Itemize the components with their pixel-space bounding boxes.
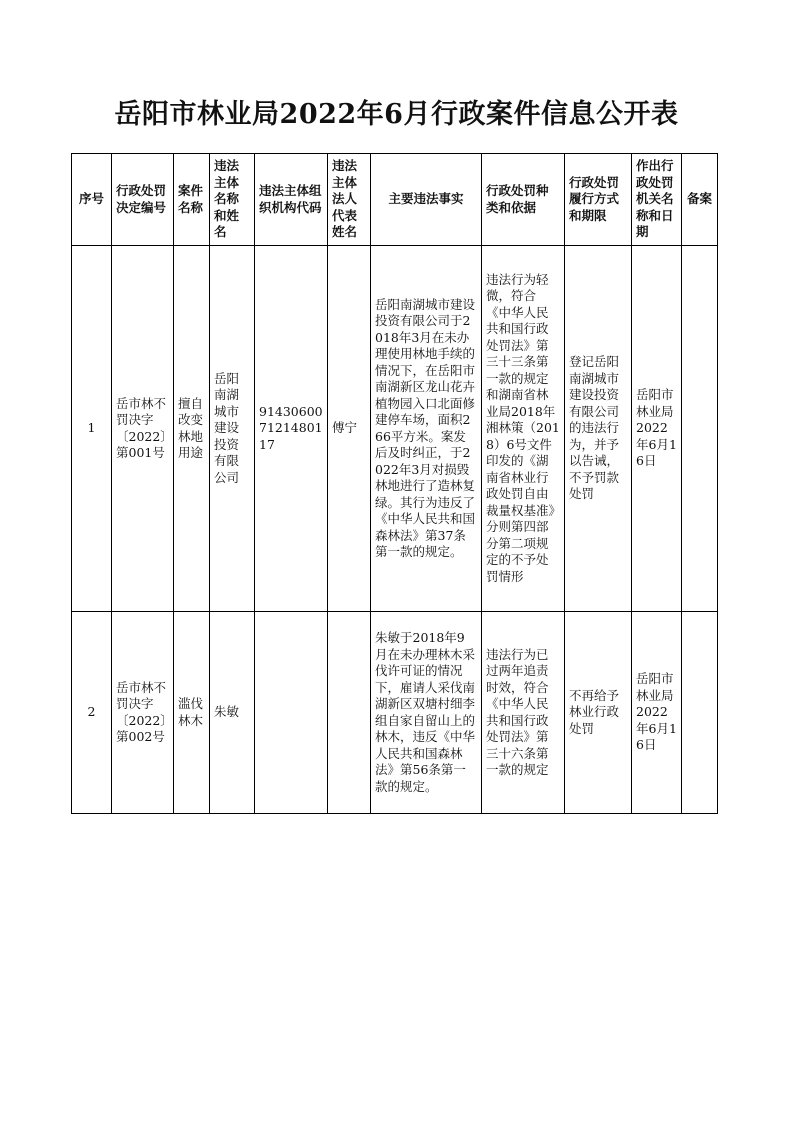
header-subject-name: 违法主体名称和姓名 xyxy=(210,154,255,246)
case-info-table xyxy=(71,153,718,814)
cell-facts: 朱敏于2018年9月在未办理林木采伐许可证的情况下，雇请人采伐南湖新区双塘村细李组自家自留山上的林木，违反《中华人民共和国森林法》第56条第一款的规定。 xyxy=(371,612,482,814)
header-execution: 行政处罚履行方式和期限 xyxy=(565,154,632,246)
cell-remark xyxy=(682,246,718,612)
cell-decision-no: 岳市林不罚决字〔2022〕第001号 xyxy=(112,246,174,612)
cell-decision-no: 岳市林不罚决字〔2022〕第002号 xyxy=(112,612,174,814)
cell-subject-name: 朱敏 xyxy=(210,612,255,814)
cell-legal-rep: 傅宁 xyxy=(328,246,371,612)
header-legal-rep: 违法主体法人代表姓名 xyxy=(328,154,371,246)
table-row xyxy=(72,246,718,612)
cell-authority-date: 岳阳市林业局2022年6月16日 xyxy=(632,612,682,814)
cell-execution: 不再给予林业行政处罚 xyxy=(565,612,632,814)
cell-penalty-basis: 违法行为已过两年追责时效，符合《中华人民共和国行政处罚法》第三十六条第一款的规定 xyxy=(482,612,565,814)
cell-penalty-basis: 违法行为轻微，符合《中华人民共和国行政处罚法》第三十三条第一款的规定和湖南省林业局2018年湘林策（2018）6号文件印发的《湖南省林业行政处罚自由裁量权基准》分则第四部分第二项规定的不予处罚情形 xyxy=(482,246,565,612)
cell-legal-rep xyxy=(328,612,371,814)
cell-facts: 岳阳南湖城市建设投资有限公司于2018年3月在未办理使用林地手续的情况下，在岳阳市南湖新区龙山花卉植物园入口北面修建停车场，面积266平方米。案发后及时纠正，于2022年3月对损毁林地进行了造林复绿。其行为违反了《中华人民共和国森林法》第37条第一款的规定。 xyxy=(371,246,482,612)
cell-case-name: 滥伐林木 xyxy=(174,612,210,814)
header-remark: 备案 xyxy=(682,154,718,246)
header-authority-date: 作出行政处罚机关名称和日期 xyxy=(632,154,682,246)
header-penalty-basis: 行政处罚种类和依据 xyxy=(482,154,565,246)
cell-case-name: 擅自改变林地用途 xyxy=(174,246,210,612)
header-no: 序号 xyxy=(72,154,112,246)
cell-authority-date: 岳阳市林业局2022年6月16日 xyxy=(632,246,682,612)
table-header-row xyxy=(72,154,718,246)
header-facts: 主要违法事实 xyxy=(371,154,482,246)
cell-org-code: 914306007121480117 xyxy=(255,246,328,612)
header-org-code: 违法主体组织机构代码 xyxy=(255,154,328,246)
cell-no: 1 xyxy=(72,246,112,612)
cell-no: 2 xyxy=(72,612,112,814)
cell-org-code xyxy=(255,612,328,814)
cell-execution: 登记岳阳南湖城市建设投资有限公司的违法行为，并予以告诫，不予罚款处罚 xyxy=(565,246,632,612)
page-title: 岳阳市林业局2022年6月行政案件信息公开表 xyxy=(114,99,679,130)
cell-remark xyxy=(682,612,718,814)
cell-subject-name: 岳阳南湖城市建设投资有限公司 xyxy=(210,246,255,612)
header-case-name: 案件名称 xyxy=(174,154,210,246)
header-decision-no: 行政处罚决定编号 xyxy=(112,154,174,246)
table-row xyxy=(72,612,718,814)
